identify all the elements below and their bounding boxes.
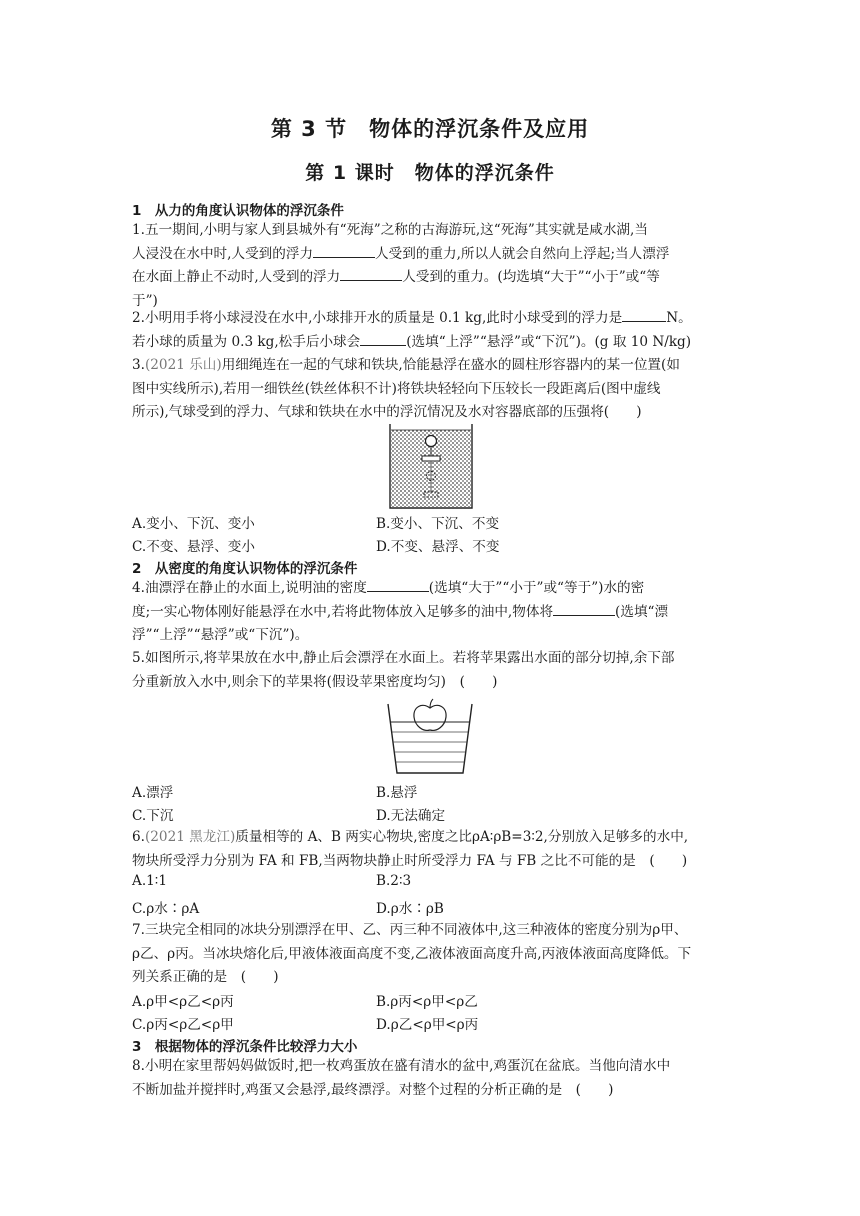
q7-line-2: ρ乙、ρ丙。当冰块熔化后,甲液体液面高度不变,乙液体液面高度升高,丙液体液面高度降低。下 bbox=[132, 945, 692, 962]
q3-number: 3. bbox=[132, 357, 145, 373]
q4-line-1 bbox=[132, 577, 732, 601]
answer-blank[interactable] bbox=[622, 307, 666, 322]
answer-blank[interactable] bbox=[340, 266, 402, 281]
q2-text: 若小球的质量为 0.3 kg,松手后小球会 bbox=[132, 333, 361, 350]
q3-option-c[interactable]: C.不变、悬浮、变小 bbox=[132, 539, 255, 555]
question-5 bbox=[132, 647, 732, 694]
page-subtitle: 第 1 课时 物体的浮沉条件 bbox=[305, 162, 555, 184]
answer-blank[interactable] bbox=[313, 243, 375, 258]
q4-line-3: 浮”“上浮”“悬浮”或“下沉”)。 bbox=[132, 627, 309, 643]
q6-option-b[interactable]: B.2∶3 bbox=[376, 873, 412, 889]
q5-option-a[interactable]: A.漂浮 bbox=[132, 785, 174, 801]
section-heading-2: 2 从密度的角度认识物体的浮沉条件 bbox=[132, 561, 358, 577]
answer-blank[interactable] bbox=[360, 331, 406, 346]
q4-line-2 bbox=[132, 601, 732, 625]
q3-text: 用细绳连在一起的气球和铁块,恰能悬浮在盛水的圆柱形容器内的某一位置(如 bbox=[221, 357, 680, 373]
q6-option-a[interactable]: A.1∶1 bbox=[132, 873, 167, 889]
question-4 bbox=[132, 577, 732, 648]
q4-text: 4.油漂浮在静止的水面上,说明油的密度 bbox=[132, 580, 367, 596]
q6-line-2: 物块所受浮力分别为 FA 和 FB,当两物块静止时所受浮力 FA 与 FB 之比不可能的是 ( ) bbox=[132, 852, 688, 869]
q6-option-d[interactable]: D.ρ水∶ρB bbox=[376, 901, 444, 917]
q3-option-b[interactable]: B.变小、下沉、不变 bbox=[376, 516, 500, 532]
q2-text: 2.小明用手将小球浸没在水中,小球排开水的质量是 0.1 kg,此时小球受到的浮力是 bbox=[132, 310, 623, 326]
q3-option-a[interactable]: A.变小、下沉、变小 bbox=[132, 516, 255, 532]
q1-line-3 bbox=[132, 266, 732, 290]
q5-option-c[interactable]: C.下沉 bbox=[132, 808, 174, 824]
answer-blank[interactable] bbox=[553, 601, 615, 616]
q3-line-2: 图中实线所示),若用一细铁丝(铁丝体积不计)将铁块轻轻向下压较长一段距离后(图中虚线 bbox=[132, 380, 661, 397]
q1-line-4: 于”) bbox=[132, 292, 158, 309]
q5-line-2: 分重新放入水中,则余下的苹果将(假设苹果密度均匀) ( ) bbox=[132, 673, 498, 690]
section-heading-1: 1 从力的角度认识物体的浮沉条件 bbox=[132, 203, 344, 219]
q3-option-d[interactable]: D.不变、悬浮、不变 bbox=[376, 539, 500, 555]
question-8 bbox=[132, 1055, 732, 1102]
q4-text: (选填“大于”“小于”或“等于”)水的密 bbox=[428, 580, 645, 596]
q1-text: 人受到的重力,所以人就会自然向上浮起;当人漂浮 bbox=[375, 245, 670, 262]
q6-line-1 bbox=[132, 826, 732, 850]
q7-line-1: 7.三块完全相同的冰块分别漂浮在甲、乙、丙三种不同液体中,这三种液体的密度分别为ρ甲、 bbox=[132, 922, 688, 938]
section-heading-3: 3 根据物体的浮沉条件比较浮力大小 bbox=[132, 1039, 358, 1055]
q6-text: 质量相等的 A、B 两实心物块,密度之比ρA∶ρB=3∶2,分别放入足够多的水中, bbox=[235, 829, 689, 845]
q7-option-b[interactable]: B.ρ丙<ρ甲<ρ乙 bbox=[376, 994, 478, 1010]
q1-line-1: 1.五一期间,小明与家人到县城外有“死海”之称的古海游玩,这“死海”其实就是咸水湖,当 bbox=[132, 222, 648, 238]
answer-blank[interactable] bbox=[367, 577, 429, 592]
q4-text: (选填“漂 bbox=[615, 603, 669, 620]
question-1 bbox=[132, 219, 732, 313]
q7-option-a[interactable]: A.ρ甲<ρ乙<ρ丙 bbox=[132, 994, 234, 1010]
question-3 bbox=[132, 354, 732, 425]
q6-number: 6. bbox=[132, 829, 145, 845]
q2-text: N。 bbox=[666, 310, 692, 326]
q3-line-1 bbox=[132, 354, 732, 378]
apple-beaker-figure bbox=[384, 696, 476, 776]
q8-line-1: 8.小明在家里帮妈妈做饭时,把一枚鸡蛋放在盛有清水的盆中,鸡蛋沉在盆底。当他向清水中 bbox=[132, 1058, 671, 1074]
q5-option-b[interactable]: B.悬浮 bbox=[376, 785, 418, 801]
q2-line-2 bbox=[132, 331, 732, 355]
q2-text: (选填“上浮”“悬浮”或“下沉”)。(g 取 10 N/kg) bbox=[406, 333, 692, 350]
q2-line-1 bbox=[132, 307, 732, 331]
page-title: 第 3 节 物体的浮沉条件及应用 bbox=[270, 117, 590, 141]
q5-option-d[interactable]: D.无法确定 bbox=[376, 808, 446, 824]
q4-text: 度;一实心物体刚好能悬浮在水中,若将此物体放入足够多的油中,物体将 bbox=[132, 603, 554, 620]
q3-source: (2021 乐山) bbox=[144, 357, 222, 373]
q1-line-2 bbox=[132, 243, 732, 267]
q1-text: 在水面上静止不动时,人受到的浮力 bbox=[132, 269, 341, 285]
q8-line-2: 不断加盐并搅拌时,鸡蛋又会悬浮,最终漂浮。对整个过程的分析正确的是 ( ) bbox=[132, 1081, 614, 1098]
question-7 bbox=[132, 919, 732, 990]
q7-option-d[interactable]: D.ρ乙<ρ甲<ρ丙 bbox=[376, 1017, 479, 1033]
q7-line-3: 列关系正确的是 ( ) bbox=[132, 969, 279, 985]
container-balloon-figure bbox=[388, 422, 474, 510]
question-6 bbox=[132, 826, 732, 873]
q7-option-c[interactable]: C.ρ丙<ρ乙<ρ甲 bbox=[132, 1017, 234, 1033]
question-2 bbox=[132, 307, 732, 354]
q1-text: 人浸没在水中时,人受到的浮力 bbox=[132, 245, 314, 262]
q6-option-c[interactable]: C.ρ水∶ρA bbox=[132, 901, 200, 917]
q3-line-3: 所示),气球受到的浮力、气球和铁块在水中的浮沉情况及水对容器底部的压强将( ) bbox=[132, 404, 642, 420]
q5-line-1: 5.如图所示,将苹果放在水中,静止后会漂浮在水面上。若将苹果露出水面的部分切掉,余下部 bbox=[132, 650, 675, 666]
q1-text: 人受到的重力。(均选填“大于”“小于”或“等 bbox=[402, 269, 660, 285]
q6-source: (2021 黑龙江) bbox=[144, 829, 236, 845]
